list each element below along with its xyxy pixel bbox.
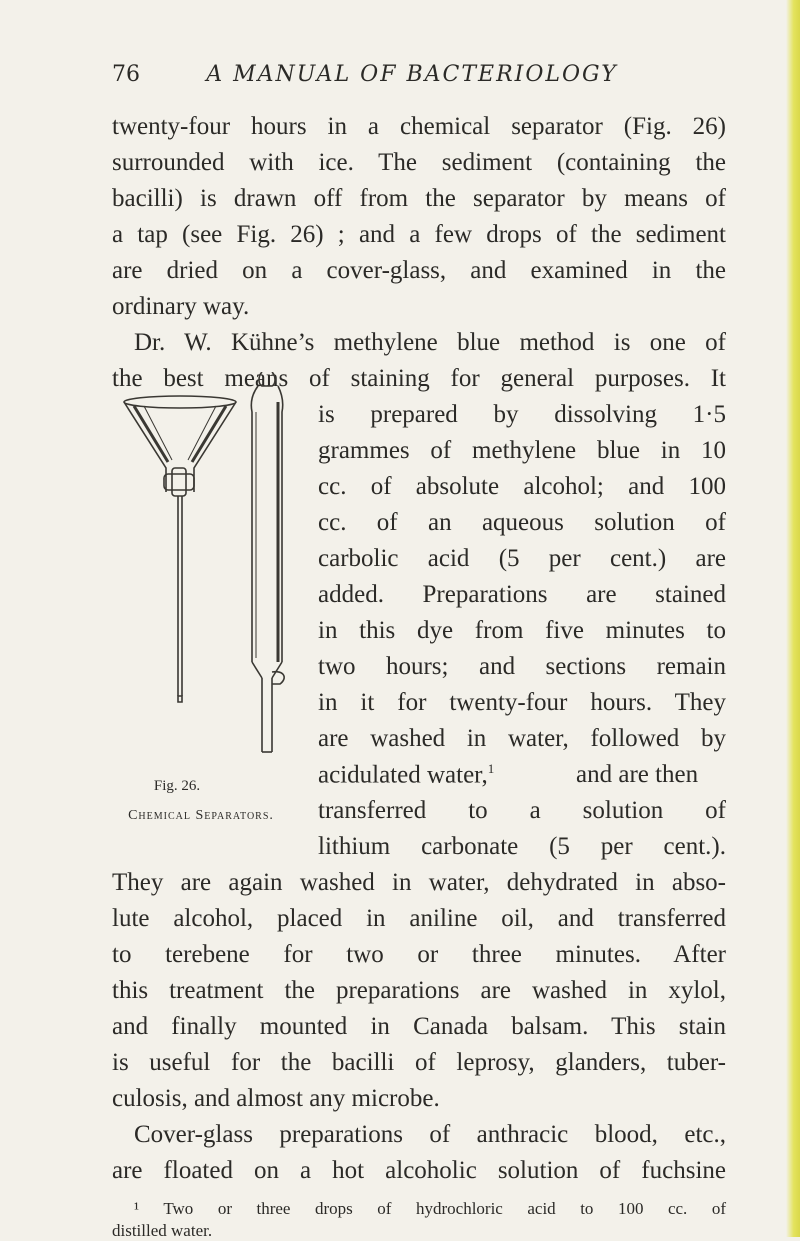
text-line: twenty-four hours in a chemical separator (Fig. 26) xyxy=(112,113,726,140)
footnote xyxy=(134,1199,726,1219)
text-line: to terebene for two or three minutes. After xyxy=(112,941,726,968)
text-line: carbolic acid (5 per cent.) are xyxy=(318,545,726,572)
text-line: are washed in water, followed by xyxy=(318,725,726,752)
text-line: in this dye from five minutes to xyxy=(318,617,726,644)
text-line: Cover-glass preparations of anthracic blood, etc., xyxy=(134,1121,726,1148)
text-line: added. Preparations are stained xyxy=(318,581,726,608)
footnote-continuation: distilled water. xyxy=(112,1221,213,1240)
figure-caption: Chemical Separators. xyxy=(128,808,274,823)
text-line: bacilli) is drawn off from the separator by means of xyxy=(112,185,726,212)
figure-label: Fig. 26. xyxy=(153,778,201,794)
text-line: is useful for the bacilli of leprosy, glanders, tuber- xyxy=(112,1049,726,1076)
text-line: transferred to a solution of xyxy=(318,797,726,824)
page-number: 76 xyxy=(112,62,140,87)
text-line: Dr. W. Kühne’s methylene blue method is one of xyxy=(134,329,726,356)
separator-figure xyxy=(112,372,322,760)
text-line: lute alcohol, placed in aniline oil, and transferred xyxy=(112,905,726,932)
text-line: the best means of staining for general purposes. It xyxy=(112,365,726,392)
running-title: A MANUAL OF BACTERIOLOGY xyxy=(206,62,618,87)
text-line: in it for twenty-four hours. They xyxy=(318,689,726,716)
chemical-separator-illustration xyxy=(112,372,322,760)
text-line: They are again washed in water, dehydrated in abso- xyxy=(112,869,726,896)
running-header xyxy=(112,62,712,92)
text-line: are dried on a cover-glass, and examined in the xyxy=(112,257,726,284)
text-line: two hours; and sections remain xyxy=(318,653,726,680)
text-line: this treatment the preparations are washed in xylol, xyxy=(112,977,726,1004)
text-line: and are then xyxy=(576,761,699,788)
text-line: is prepared by dissolving 1·5 xyxy=(318,401,726,428)
text-line: surrounded with ice. The sediment (containing the xyxy=(112,149,726,176)
text-line: ordinary way. xyxy=(112,293,250,320)
text-line: lithium carbonate (5 per cent.). xyxy=(318,833,726,860)
footnote-marker: ¹ xyxy=(134,1199,140,1218)
text-line: and finally mounted in Canada balsam. This stain xyxy=(112,1013,726,1040)
text-line: grammes of methylene blue in 10 xyxy=(318,437,726,464)
text-line: are floated on a hot alcoholic solution of fuchsine xyxy=(112,1157,726,1184)
footnote-text: Two or three drops of hydrochloric acid to 100 cc. of xyxy=(163,1199,726,1218)
text-fragment: acidulated water, xyxy=(318,761,488,789)
text-line xyxy=(318,761,494,789)
page-edge xyxy=(786,0,800,1237)
text-line: cc. of an aqueous solution of xyxy=(318,509,726,536)
text-line: culosis, and almost any microbe. xyxy=(112,1085,440,1112)
text-line: cc. of absolute alcohol; and 100 xyxy=(318,473,726,500)
text-line: a tap (see Fig. 26) ; and a few drops of the sediment xyxy=(112,221,726,248)
footnote-ref: 1 xyxy=(487,761,495,776)
